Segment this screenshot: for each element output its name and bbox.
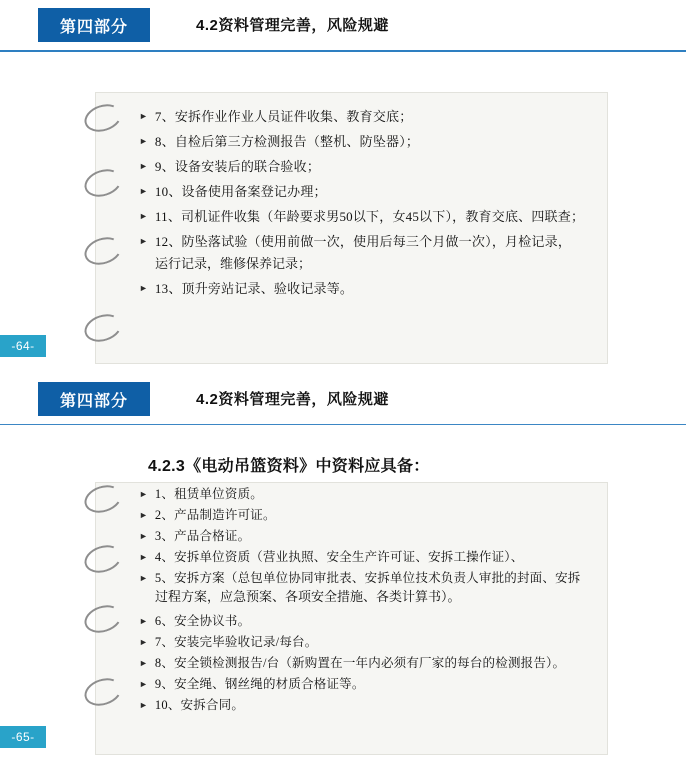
list-item (139, 676, 619, 693)
list-item-text: 8、安全锁检测报告/台（新购置在一年内必须有厂家的每台的检测报告）。 (154, 656, 566, 670)
list-item (139, 634, 619, 651)
page-number-badge: -64- (0, 335, 46, 357)
page-title: 4.2资料管理完善，风险规避 (196, 17, 389, 34)
triangle-bullet-icon: ► (139, 211, 148, 221)
section-tab-label: 第四部分 (59, 18, 128, 36)
list-item (139, 697, 619, 714)
section-subtitle: 4.2.3《电动吊篮资料》中资料应具备： (148, 458, 430, 475)
triangle-bullet-icon: ► (139, 616, 148, 626)
slide-header (0, 374, 686, 430)
triangle-bullet-icon: ► (139, 552, 148, 562)
triangle-bullet-icon: ► (139, 531, 148, 541)
list-item (139, 549, 619, 566)
triangle-bullet-icon: ► (139, 637, 148, 647)
list-item-text: 7、安拆作业作业人员证件收集、教育交底； (154, 109, 413, 124)
list-item-text: 8、自检后第三方检测报告（整机、防坠器）； (154, 134, 420, 149)
list-item (139, 570, 619, 587)
list-item-text: 1、租赁单位资质。 (154, 487, 263, 501)
list-item-text: 7、安装完毕验收记录/每台。 (154, 635, 318, 649)
list-item (139, 208, 609, 226)
list-item-continuation: 运行记录，维修保养记录； (155, 256, 312, 271)
list-item-text: 9、安全绳、钢丝绳的材质合格证等。 (154, 677, 365, 691)
list-item-text: 6、安全协议书。 (154, 614, 251, 628)
list-item-text: 10、设备使用备案登记办理； (154, 184, 327, 199)
section-tab (38, 8, 150, 42)
list-item-text: 10、安拆合同。 (154, 698, 245, 712)
section-tab-label: 第四部分 (59, 392, 128, 410)
page-title: 4.2资料管理完善，风险规避 (196, 391, 389, 408)
section-tab (38, 382, 150, 416)
list-item-text: 5、安拆方案（总包单位协同审批表、安拆单位技术负责人审批的封面、安拆 (154, 571, 581, 585)
triangle-bullet-icon: ► (139, 186, 148, 196)
list-item (139, 280, 609, 298)
triangle-bullet-icon: ► (139, 111, 148, 121)
list-item (139, 183, 609, 201)
header-divider (0, 50, 686, 52)
list-item-text: 9、设备安装后的联合验收； (154, 159, 321, 174)
list-item-text: 4、安拆单位资质（营业执照、安全生产许可证、安拆工操作证）、 (154, 550, 524, 564)
list-item (139, 528, 619, 545)
list-item (139, 507, 619, 524)
slide-page-64 (0, 0, 686, 374)
page-number-badge: -65- (0, 726, 46, 748)
triangle-bullet-icon: ► (139, 161, 148, 171)
slide-page-65 (0, 374, 686, 773)
bullet-list (139, 486, 619, 718)
list-item (139, 233, 609, 251)
triangle-bullet-icon: ► (139, 573, 148, 583)
triangle-bullet-icon: ► (139, 510, 148, 520)
list-item-text: 12、防坠落试验（使用前做一次，使用后每三个月做一次），月检记录， (154, 234, 572, 249)
list-item-text: 13、顶升旁站记录、验收记录等。 (154, 281, 354, 296)
triangle-bullet-icon: ► (139, 283, 148, 293)
triangle-bullet-icon: ► (139, 136, 148, 146)
list-item-continuation: 过程方案，应急预案、各项安全措施、各类计算书）。 (155, 589, 461, 604)
list-item (139, 133, 609, 151)
list-item-text: 3、产品合格证。 (154, 529, 251, 543)
list-item-text: 11、司机证件收集（年龄要求男50以下，女45以下），教育交底、四联查； (154, 209, 585, 224)
list-item (139, 486, 619, 503)
list-item-text: 2、产品制造许可证。 (154, 508, 276, 522)
triangle-bullet-icon: ► (139, 489, 148, 499)
list-item (139, 613, 619, 630)
triangle-bullet-icon: ► (139, 679, 148, 689)
slide-header (0, 0, 686, 56)
triangle-bullet-icon: ► (139, 700, 148, 710)
list-item (139, 158, 609, 176)
triangle-bullet-icon: ► (139, 658, 148, 668)
list-item (139, 108, 609, 126)
triangle-bullet-icon: ► (139, 236, 148, 246)
header-divider (0, 424, 686, 425)
list-item (139, 655, 619, 672)
bullet-list (139, 108, 609, 305)
